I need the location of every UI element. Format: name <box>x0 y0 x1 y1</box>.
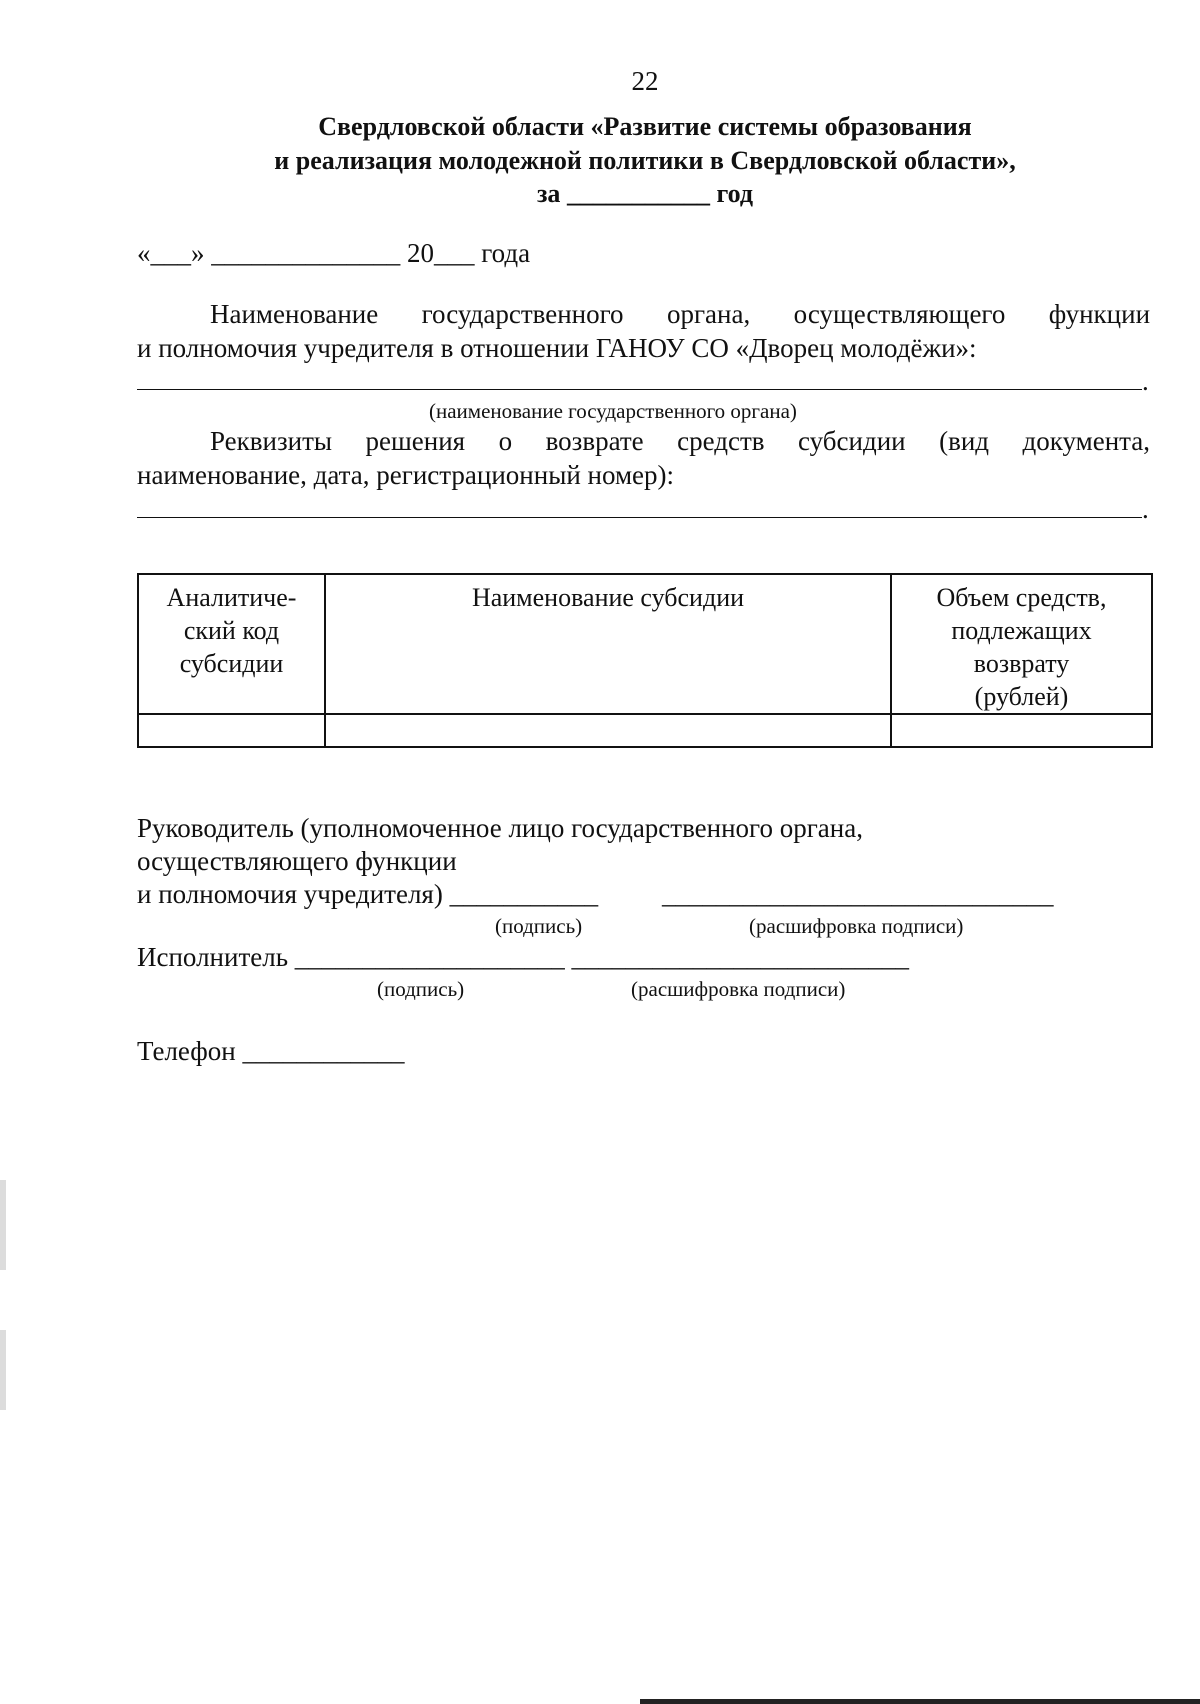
organ-paragraph-line-1: Наименование государственного органа, осуществляющего функции <box>210 299 1151 329</box>
organ-fill-line <box>137 389 1142 390</box>
title-year-prefix: за <box>536 179 561 208</box>
phone-line <box>137 1036 404 1067</box>
decision-paragraph-line-1: Реквизиты решения о возврате средств субсидии (вид документа, <box>210 426 1151 456</box>
phone-label: Телефон <box>137 1036 236 1066</box>
date-day-blank: «___» <box>137 238 205 268</box>
date-month-blank: ______________ <box>211 238 401 268</box>
head-signature-line-1: Руководитель (уполномоченное лицо государственного органа, <box>137 813 863 843</box>
decision-fill-line-dot: . <box>1142 494 1149 524</box>
header-return-amount: Объем средств, подлежащих возврату (рублей) <box>891 574 1152 714</box>
subsidy-table <box>137 573 1153 748</box>
decision-paragraph-line-2: наименование, дата, регистрационный номер): <box>137 460 675 490</box>
head-signature-line-2: осуществляющего функции <box>137 846 457 876</box>
executor-sign-blank: ____________________ <box>294 942 565 972</box>
scan-edge-mark <box>0 1180 6 1270</box>
phone-blank: ____________ <box>242 1036 405 1066</box>
title-line-3 <box>0 179 1200 209</box>
title-year-suffix: год <box>716 179 753 208</box>
header-subsidy-name: Наименование субсидии <box>325 574 891 714</box>
table-cell <box>891 714 1152 747</box>
head-sign-caption: (подпись) <box>495 914 583 938</box>
header-analytic-code: Аналитиче- ский код субсидии <box>138 574 325 714</box>
title-line-2: и реализация молодежной политики в Свердловской области», <box>274 146 1016 175</box>
organ-fill-line-dot: . <box>1142 366 1149 396</box>
scan-bottom-edge <box>640 1699 1200 1704</box>
executor-decode-caption: (расшифровка подписи) <box>631 977 846 1001</box>
executor-label: Исполнитель <box>137 942 289 972</box>
executor-sign-caption: (подпись) <box>377 977 465 1001</box>
title-year-blank: ___________ <box>566 179 710 208</box>
decision-fill-line <box>137 517 1142 518</box>
title-line-1: Свердловской области «Развитие системы образования <box>318 112 972 141</box>
page-number: 22 <box>631 66 659 96</box>
organ-caption: (наименование государственного органа) <box>429 399 797 423</box>
table-row <box>138 714 1152 747</box>
date-line <box>137 238 530 269</box>
scan-edge-mark <box>0 1330 6 1410</box>
head-signature-line-3: и полномочия учредителя) ___________ <box>137 879 599 909</box>
date-year: 20___ года <box>407 238 531 268</box>
table-header-row <box>138 574 1152 714</box>
head-decode-blank: _____________________________ <box>662 879 1054 909</box>
table-cell <box>325 714 891 747</box>
executor-decode-blank: _________________________ <box>571 942 910 972</box>
head-decode-caption: (расшифровка подписи) <box>749 914 964 938</box>
table-cell <box>138 714 325 747</box>
executor-line <box>137 942 909 973</box>
organ-paragraph-line-2: и полномочия учредителя в отношении ГАНОУ СО «Дворец молодёжи»: <box>137 333 977 363</box>
